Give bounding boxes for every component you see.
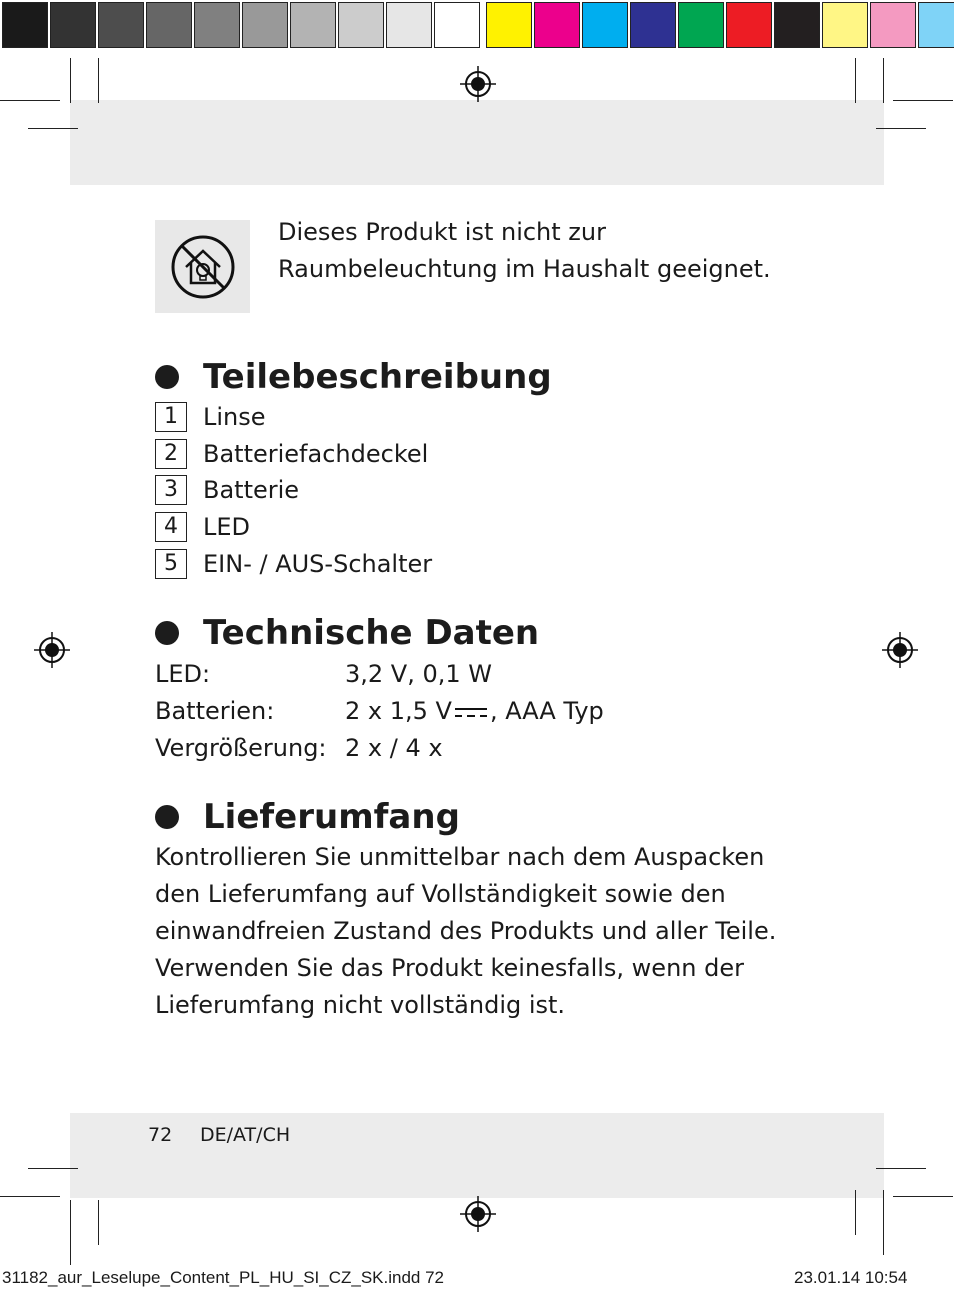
color-swatch [774,2,820,48]
header-band [70,100,884,185]
crop-mark [855,1190,856,1235]
color-swatch [822,2,868,48]
spec-key: LED: [155,659,211,688]
part-label: Linse [203,403,266,432]
bullet-icon [155,621,179,645]
parts-heading: Teilebeschreibung [155,355,815,399]
part-number: 3 [155,475,187,505]
color-swatch [50,2,96,48]
part-label: LED [203,513,251,542]
spec-row [155,729,815,766]
part-number: 5 [155,549,187,579]
color-swatch [534,2,580,48]
crop-mark [855,58,856,103]
color-swatches [486,2,954,48]
color-swatch [242,2,288,48]
list-item [155,472,815,509]
color-swatch [98,2,144,48]
direct-current-icon [454,706,488,718]
crop-mark [0,1196,60,1197]
part-label: EIN- / AUS-Schalter [203,549,433,578]
registration-mark-icon [460,1196,496,1232]
color-swatch [918,2,954,48]
bullet-icon [155,365,179,389]
crop-mark [876,128,926,129]
color-swatch [630,2,676,48]
part-number: 1 [155,402,187,432]
part-number: 2 [155,439,187,469]
delivery-heading: Lieferumfang [155,795,815,839]
no-room-lighting-icon [169,233,237,301]
notice-text: Dieses Produkt ist nicht zur Raumbeleuchtung im Haushalt geeignet. [278,218,771,283]
color-swatch [338,2,384,48]
delivery-section [155,795,815,1024]
color-swatch [194,2,240,48]
crop-mark [893,100,953,101]
color-swatch [290,2,336,48]
color-swatch [2,2,48,48]
slug-date: 23.01.14 10:54 [794,1268,908,1287]
registration-mark-icon [460,66,496,102]
color-swatch [386,2,432,48]
part-label: Batterie [203,476,300,505]
color-swatch [434,2,480,48]
crop-mark [70,58,71,103]
parts-list [155,399,815,582]
color-swatch [486,2,532,48]
spec-row [155,692,815,729]
registration-mark-icon [34,632,70,668]
crop-mark [28,1168,78,1169]
page-number: 72 [148,1124,173,1146]
crop-mark [98,58,99,103]
notice-icon-box [155,220,250,313]
crop-mark [0,100,60,101]
part-number: 4 [155,512,187,542]
spec-key: Vergrößerung: [155,733,327,762]
list-item [155,436,815,473]
color-swatch [678,2,724,48]
footer-band [70,1113,884,1198]
crop-mark [28,128,78,129]
delivery-text: Kontrollieren Sie unmittelbar nach dem Auspacken den Lieferumfang auf Vollständigkeit sowie den einwandfreien Zustand des Produkts und aller Teile. Verwenden Sie das Produkt keinesfalls, wenn der Lieferumfang nicht vollständig ist. [155,843,777,1019]
list-item [155,545,815,582]
spec-row [155,655,815,692]
list-item [155,509,815,546]
color-swatch [582,2,628,48]
slug-filename: 31182_aur_Leselupe_Content_PL_HU_SI_CZ_SK.indd 72 [2,1268,445,1287]
gray-swatches [2,2,482,48]
crop-mark [883,1190,884,1255]
tech-heading: Technische Daten [155,611,815,655]
color-swatch [726,2,772,48]
crop-mark [70,1200,71,1265]
color-swatch [870,2,916,48]
language-code: DE/AT/CH [200,1124,291,1146]
crop-mark [883,58,884,103]
spec-value: 2 x 1,5 V , AAA Typ [345,696,604,725]
registration-mark-icon [882,632,918,668]
part-label: Batteriefachdeckel [203,439,429,468]
tech-section [155,611,815,766]
bullet-icon [155,805,179,829]
spec-key: Batterien: [155,696,275,725]
parts-section [155,355,815,582]
color-swatch [146,2,192,48]
spec-value: 2 x / 4 x [345,733,443,762]
crop-mark [98,1200,99,1245]
crop-mark [893,1196,953,1197]
spec-value: 3,2 V, 0,1 W [345,659,492,688]
crop-mark [876,1168,926,1169]
list-item [155,399,815,436]
